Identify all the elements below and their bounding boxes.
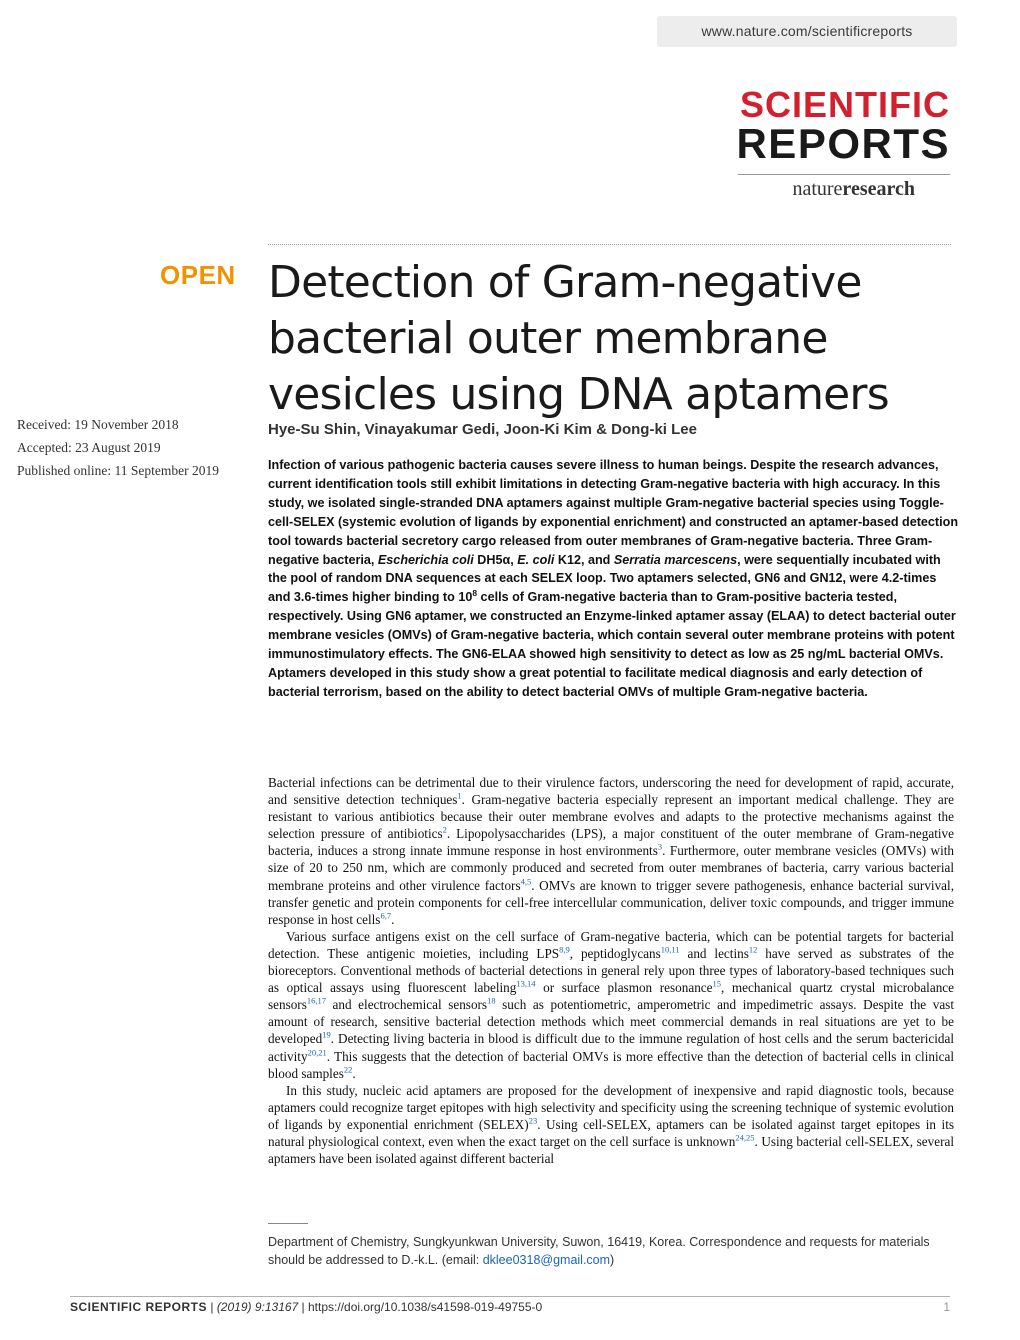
citation-link[interactable]: 22 (343, 1064, 353, 1075)
citation-link[interactable]: 18 (487, 995, 496, 1006)
footer-doi[interactable]: | https://doi.org/10.1038/s41598-019-49755-0 (298, 1300, 543, 1314)
logo-divider (738, 174, 950, 175)
citation-link[interactable]: 23 (528, 1115, 538, 1126)
open-access-label: OPEN (160, 260, 236, 290)
citation-link[interactable]: 1 (457, 790, 462, 801)
citation-link[interactable]: 8,9 (559, 944, 570, 955)
accepted-date: Accepted: 23 August 2019 (17, 440, 161, 455)
citation-link[interactable]: 4,5 (520, 876, 532, 887)
citation-link[interactable]: 10,11 (660, 944, 680, 955)
page-number: 1 (943, 1300, 950, 1314)
footer-divider (70, 1296, 950, 1297)
journal-name-line2: REPORTS (736, 120, 950, 167)
citation-link[interactable]: 16,17 (306, 995, 326, 1006)
citation-link[interactable]: 24,25 (735, 1132, 755, 1143)
body-paragraph: In this study, nucleic acid aptamers are proposed for the development of inexpensive and rapid diagnostic tools, because aptamers could recognize target epitopes with high selectivity and specificity using the screening technique of systemic evolution of ligands by exponential enrichment (SELEX)$^{23}$. Using cell-SELEX, aptamers can be isolated against target epitopes in its natural physiological context, even when the exact target on the cell surface is unknown$^{24,25}$. Using bacterial cell-SELEX, several aptamers have been isolated against different bacterial (268, 1082, 954, 1167)
abstract: Infection of various pathogenic bacteria causes severe illness to human beings. Despite the research advances, current identification tools still exhibit limitations in detecting Gram-negative bacteria with high accuracy. In this study, we isolated single-stranded DNA aptamers against multiple Gram-negative bacterial species using Toggle-cell-SELEX (systemic evolution of ligands by exponential enrichment) and constructed an aptamer-based detection tool towards bacterial secretory cargo released from outer membranes of Gram-negative bacteria. Three Gram-negative bacteria, Escherichia coli DH5α, E. coli K12, and Serratia marcescens, were sequentially incubated with the pool of random DNA sequences at each SELEX loop. Two aptamers selected, GN6 and GN12, were 4.2-times and 3.6-times higher binding to $10^8$ cells of Gram-negative bacteria than to Gram-positive bacteria tested, respectively. Using GN6 aptamer, we constructed an Enzyme-linked aptamer assay (ELAA) to detect bacterial outer membrane vesicles (OMVs) of Gram-negative bacteria, which contain several outer membrane proteins with potent immunostimulatory effects. The GN6-ELAA showed high sensitivity to detect as low as 25 ng/mL bacterial OMVs. Aptamers developed in this study show a great potential to facilitate medical diagnosis and early detection of bacterial terrorism, based on the ability to detect bacterial OMVs of multiple Gram-negative bacteria. (268, 458, 959, 699)
published-date: Published online: 11 September 2019 (17, 463, 219, 478)
citation-link[interactable]: 20,21 (307, 1047, 327, 1058)
citation-link[interactable]: 6,7 (380, 910, 392, 921)
page-footer: SCIENTIFIC REPORTS | (2019) 9:13167 | https://doi.org/10.1038/s41598-019-49755-0 1 (70, 1300, 950, 1314)
footnote-divider (268, 1223, 308, 1224)
article-title: Detection of Gram-negative bacterial outer membrane vesicles using DNA aptamers (268, 257, 889, 420)
citation-link[interactable]: 13,14 (516, 978, 536, 989)
correspondence-email[interactable]: dklee0318@gmail.com (482, 1253, 611, 1267)
author-list: Hye-Su Shin, Vinayakumar Gedi, Joon-Ki Kim & Dong-ki Lee (268, 421, 697, 438)
received-date: Received: 19 November 2018 (17, 417, 179, 432)
header-divider (268, 244, 951, 245)
body-paragraph: Bacterial infections can be detrimental due to their virulence factors, underscoring the need for development of rapid, accurate, and sensitive detection techniques$^1$. Gram-negative bacteria especially represent an important medical challenge. They are resistant to various antibiotics because their outer membrane evolves and adapts to the protective mechanisms against the selection pressure of antibiotics$^2$. Lipopolysaccharides (LPS), a major constituent of the outer membrane of Gram-negative bacteria, induces a strong innate immune response in host environments$^3$. Furthermore, outer membrane vesicles (OMVs) with size of 20 to 250 nm, which are commonly produced and secreted from outer membranes of bacteria, carry various bacterial membrane proteins and other virulence factors$^{4,5}$. OMVs are known to trigger severe pathogenesis, enhance bacterial survival, transfer genetic and protein components for cell-free intercellular communication, deliver toxic compounds, and trigger immune response in host cells$^{6,7}$. (268, 775, 954, 927)
article-dates (17, 413, 219, 482)
citation-link[interactable]: 12 (748, 944, 758, 955)
affiliation-note: Department of Chemistry, Sungkyunkwan University, Suwon, 16419, Korea. Correspondence and requests for materials should be addressed to D.-k.L. (email: dklee0318@gmail.com) (268, 1235, 930, 1267)
publisher-logo: natureresearch (792, 178, 915, 200)
journal-name-line1: SCIENTIFIC (739, 84, 950, 125)
citation-link[interactable]: 3 (657, 841, 663, 852)
citation-link[interactable]: 2 (442, 824, 447, 835)
article-body (268, 774, 954, 1167)
citation-link[interactable]: 15 (712, 978, 721, 989)
journal-url-tab[interactable] (657, 16, 957, 47)
body-paragraph: Various surface antigens exist on the cell surface of Gram-negative bacteria, which can be potential targets for bacterial detection. These antigenic moieties, including LPS$^{8,9}$, peptidoglycans$^{10,11}$ and lectins$^{12}$ have served as substrates of the bioreceptors. Conventional methods of bacterial detections in general rely upon three types of laboratory-based techniques such as optical assays using fluorescent labeling$^{13,14}$ or surface plasmon resonance$^{15}$, mechanical quartz crystal microbalance sensors$^{16,17}$ and electrochemical sensors$^{18}$ such as potentiometric, amperometric and impedimetric assays. Despite the vast amount of research, sensitive bacterial detection methods which meet commercial demands in real situations are yet to be developed$^{19}$. Detecting living bacteria in blood is difficult due to the immune regulation of host cells and the serum bactericidal activity$^{20,21}$. This suggests that the detection of bacterial OMVs is more effective than the detection of bacterial cells in clinical blood samples$^{22}$. (268, 928, 955, 1081)
journal-logo (736, 84, 950, 167)
footer-journal-name: SCIENTIFIC REPORTS (70, 1300, 208, 1314)
journal-url[interactable]: www.nature.com/scientificreports (701, 23, 913, 39)
footer-citation: (2019) 9:13167 (216, 1300, 299, 1314)
citation-link[interactable]: 19 (322, 1030, 331, 1041)
